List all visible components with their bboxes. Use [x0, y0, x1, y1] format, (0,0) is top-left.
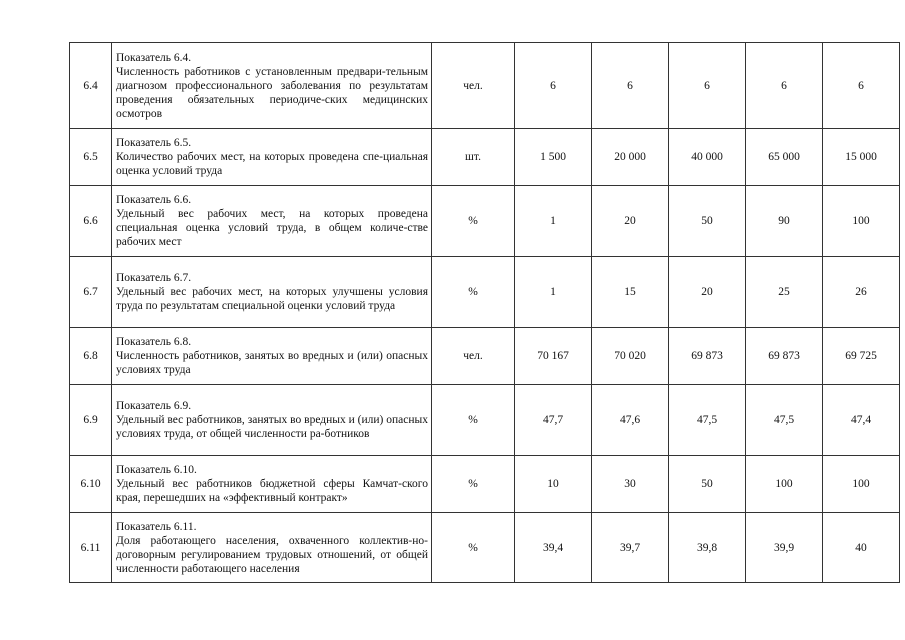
- value-cell: 39,8: [669, 513, 746, 583]
- table-row: [70, 43, 900, 129]
- table-row: [70, 385, 900, 456]
- value-cell: 20 000: [592, 129, 669, 186]
- value-cell: 39,7: [592, 513, 669, 583]
- value-cell: 50: [669, 456, 746, 513]
- indicator-text: Удельный вес рабочих мест, на которых улучшены условия труда по результатам специальной оценки условий труда: [116, 286, 428, 312]
- indicators-table: [69, 42, 900, 583]
- value-cell: 6: [515, 43, 592, 129]
- unit-cell: %: [432, 513, 515, 583]
- value-cell: 39,9: [746, 513, 823, 583]
- indicator-title: Показатель 6.9.: [116, 400, 192, 412]
- value-cell: 26: [823, 257, 900, 328]
- value-cell: 20: [592, 186, 669, 257]
- row-number: 6.8: [70, 328, 112, 385]
- unit-cell: чел.: [432, 328, 515, 385]
- table-row: [70, 513, 900, 583]
- value-cell: 6: [592, 43, 669, 129]
- value-cell: 30: [592, 456, 669, 513]
- indicator-title: Показатель 6.6.: [116, 194, 192, 206]
- value-cell: 1 500: [515, 129, 592, 186]
- indicator-title: Показатель 6.5.: [116, 137, 192, 149]
- value-cell: 6: [746, 43, 823, 129]
- table-row: [70, 328, 900, 385]
- value-cell: 100: [746, 456, 823, 513]
- indicator-description: [112, 385, 432, 456]
- value-cell: 15: [592, 257, 669, 328]
- value-cell: 100: [823, 186, 900, 257]
- value-cell: 69 725: [823, 328, 900, 385]
- indicator-text: Доля работающего населения, охваченного коллектив-но-договорным регулированием трудовых отношений, от общей численности работающего населения: [116, 534, 428, 575]
- row-number: 6.7: [70, 257, 112, 328]
- indicator-title: Показатель 6.11.: [116, 520, 197, 533]
- value-cell: 39,4: [515, 513, 592, 583]
- value-cell: 47,7: [515, 385, 592, 456]
- unit-cell: шт.: [432, 129, 515, 186]
- unit-cell: %: [432, 456, 515, 513]
- value-cell: 47,4: [823, 385, 900, 456]
- indicator-title: Показатель 6.8.: [116, 336, 192, 348]
- indicator-description: [112, 513, 432, 583]
- table-row: [70, 257, 900, 328]
- indicator-text: Количество рабочих мест, на которых проведена спе-циальная оценка условий труда: [116, 151, 428, 177]
- row-number: 6.11: [70, 513, 112, 583]
- value-cell: 1: [515, 186, 592, 257]
- unit-cell: чел.: [432, 43, 515, 129]
- indicator-text: Удельный вес работников, занятых во вредных и (или) опасных условиях труда, от общей численности ра-ботников: [116, 414, 428, 440]
- value-cell: 47,5: [669, 385, 746, 456]
- unit-cell: %: [432, 257, 515, 328]
- value-cell: 15 000: [823, 129, 900, 186]
- unit-cell: %: [432, 385, 515, 456]
- value-cell: 10: [515, 456, 592, 513]
- value-cell: 20: [669, 257, 746, 328]
- row-number: 6.9: [70, 385, 112, 456]
- indicator-text: Численность работников с установленным предвари-тельным диагнозом профессионального заболевания по результатам проведения обязательных периодиче-ских медицинских осмотров: [116, 65, 428, 120]
- row-number: 6.6: [70, 186, 112, 257]
- indicator-text: Удельный вес работников бюджетной сферы Камчат-ского края, перешедших на «эффективный контракт»: [116, 478, 428, 504]
- value-cell: 25: [746, 257, 823, 328]
- value-cell: 70 020: [592, 328, 669, 385]
- value-cell: 100: [823, 456, 900, 513]
- value-cell: 1: [515, 257, 592, 328]
- value-cell: 47,5: [746, 385, 823, 456]
- row-number: 6.5: [70, 129, 112, 186]
- value-cell: 6: [669, 43, 746, 129]
- value-cell: 6: [823, 43, 900, 129]
- row-number: 6.4: [70, 43, 112, 129]
- value-cell: 70 167: [515, 328, 592, 385]
- indicator-description: [112, 186, 432, 257]
- indicator-title: Показатель 6.10.: [116, 464, 197, 476]
- table-row: [70, 129, 900, 186]
- value-cell: 50: [669, 186, 746, 257]
- value-cell: 65 000: [746, 129, 823, 186]
- value-cell: 69 873: [746, 328, 823, 385]
- value-cell: 47,6: [592, 385, 669, 456]
- value-cell: 40 000: [669, 129, 746, 186]
- value-cell: 69 873: [669, 328, 746, 385]
- indicator-title: Показатель 6.7.: [116, 272, 192, 284]
- indicator-text: Численность работников, занятых во вредных и (или) опасных условиях труда: [116, 350, 428, 376]
- indicator-description: [112, 43, 432, 129]
- table-row: [70, 186, 900, 257]
- row-number: 6.10: [70, 456, 112, 513]
- table-row: [70, 456, 900, 513]
- indicator-description: [112, 129, 432, 186]
- indicator-description: [112, 328, 432, 385]
- unit-cell: %: [432, 186, 515, 257]
- value-cell: 40: [823, 513, 900, 583]
- indicator-description: [112, 257, 432, 328]
- indicator-title: Показатель 6.4.: [116, 51, 192, 64]
- indicator-text: Удельный вес рабочих мест, на которых проведена специальная оценка условий труда, в общем количе-стве рабочих мест: [116, 208, 428, 248]
- indicator-description: [112, 456, 432, 513]
- value-cell: 90: [746, 186, 823, 257]
